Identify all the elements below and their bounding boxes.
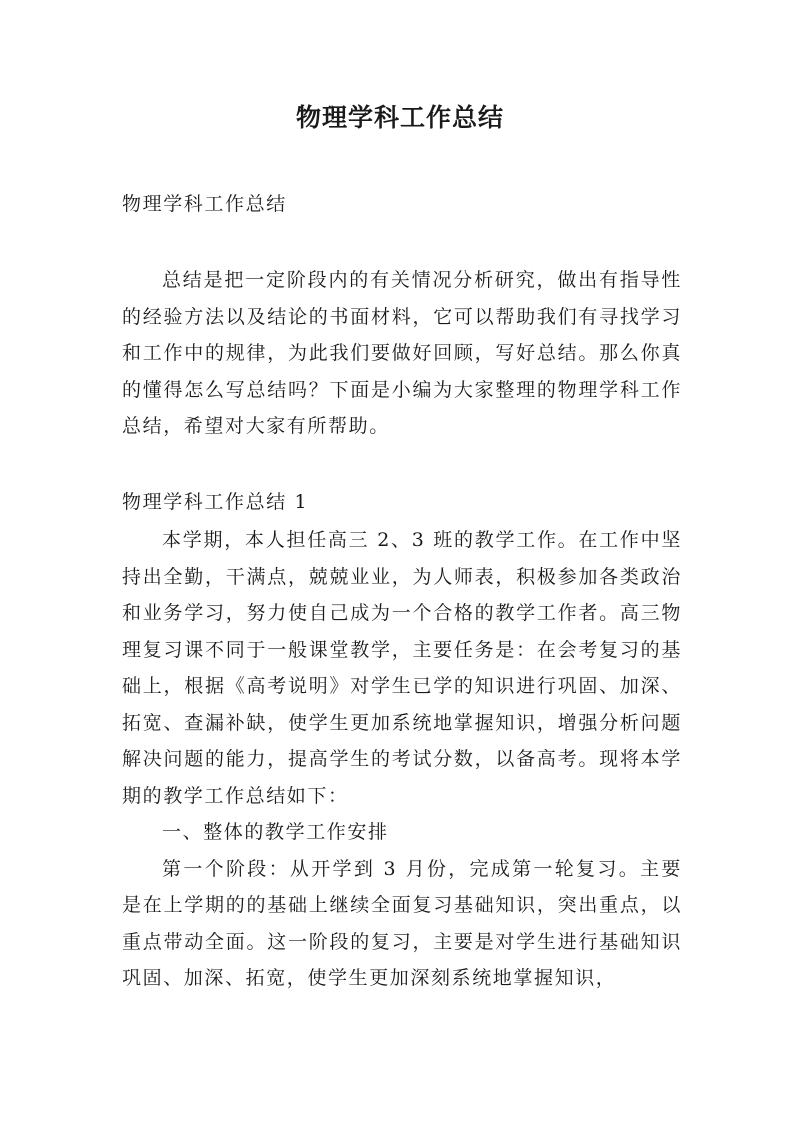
document-subtitle: 物理学科工作总结 <box>122 193 287 215</box>
section-subheading: 一、整体的教学工作安排 <box>162 821 389 843</box>
section-paragraph: 第一个阶段：从开学到 3 月份，完成第一轮复习。主要是在上学期的的基础上继续全面复习基础知识，突出重点，以重点带动全面。这一阶段的复习，主要是对学生进行基础知识巩固、加深、拓宽，使学生更加深刻系统地掌握知识， <box>122 857 682 989</box>
section-heading: 物理学科工作总结 1 <box>122 491 309 513</box>
document-title: 物理学科工作总结 <box>295 103 504 132</box>
section-body <box>122 522 682 997</box>
section-paragraph: 本学期，本人担任高三 2、3 班的教学工作。在工作中坚持出全勤，干满点，兢兢业业，为人师表，积极参加各类政治和业务学习，努力使自己成为一个合格的教学工作者。高三物理复习课不同于一般课堂教学，主要任务是：在会考复习的基础上，根据《高考说明》对学生已学的知识进行巩固、加深、拓宽、查漏补缺，使学生更加系统地掌握知识，增强分析问题解决问题的能力，提高学生的考试分数，以备高考。现将本学期的教学工作总结如下： <box>122 529 682 807</box>
intro-paragraph: 总结是把一定阶段内的有关情况分析研究，做出有指导性的经验方法以及结论的书面材料，它可以帮助我们有寻找学习和工作中的规律，为此我们要做好回顾，写好总结。那么你真的懂得怎么写总结吗？下面是小编为大家整理的物理学科工作总结，希望对大家有所帮助。 <box>122 269 682 437</box>
